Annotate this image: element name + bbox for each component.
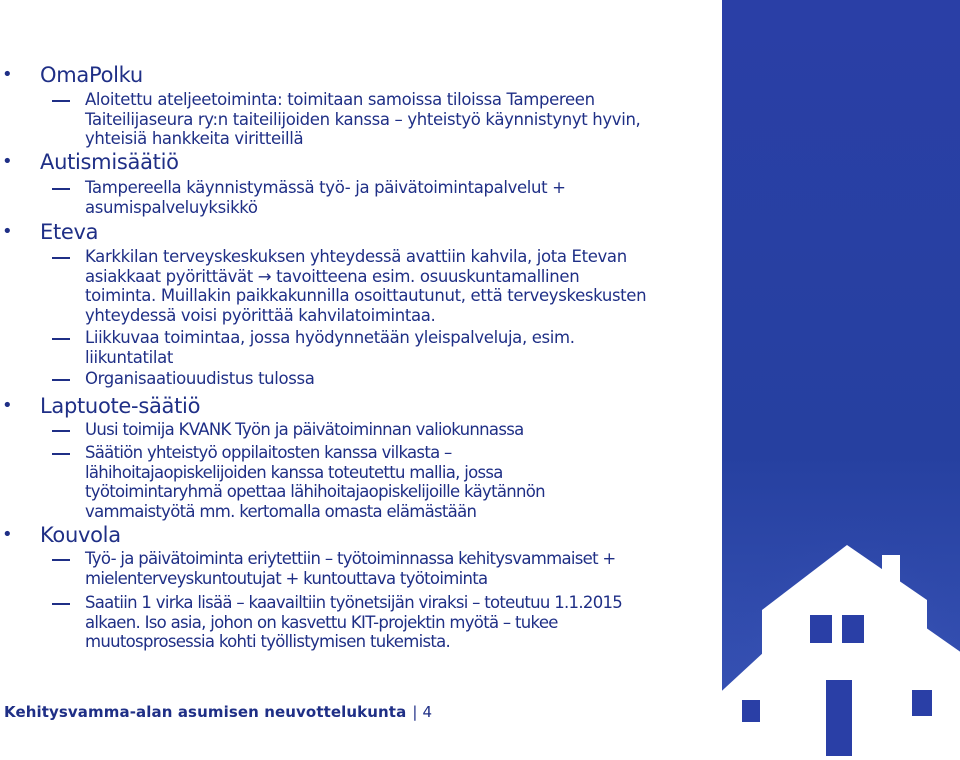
sub-line: Säätiön yhteistyö oppilaitosten kanssa vilkasta – [85, 443, 452, 462]
sub-bullet [85, 328, 575, 367]
sub-bullet [85, 90, 640, 149]
chimney [882, 555, 900, 593]
dash-marker [52, 188, 70, 190]
sub-line: vammaistyötä mm. kertomalla omasta elämästään [85, 501, 477, 521]
sub-line: mielenterveyskuntoutujat + kuntouttava työtoiminta [85, 568, 488, 588]
heading-text: Autismisäätiö [40, 150, 179, 174]
window [912, 690, 932, 716]
sub-line: Liikkuvaa toimintaa, jossa hyödynnetään yleispalveluja, esim. [85, 328, 575, 347]
sub-line: lähihoitajaopiskelijoiden kanssa toteutettu mallia, jossa [85, 462, 503, 482]
sub-line: alkaen. Iso asia, johon on kasvettu KIT-projektin myötä – tukee [85, 612, 558, 632]
dash-marker [52, 100, 70, 102]
sub-line: yhteisiä hankkeita viritteillä [85, 129, 304, 148]
dash-marker [52, 603, 70, 605]
bullet-dot: • [2, 395, 13, 416]
dash-marker [52, 257, 70, 259]
window [742, 700, 760, 722]
sub-line: Karkkilan terveyskeskuksen yhteydessä avattiin kahvila, jota Etevan [85, 247, 627, 266]
bullet-heading-autismisaatio [2, 150, 179, 174]
bullet-dot: • [2, 64, 13, 85]
window [810, 615, 832, 643]
sub-bullet [85, 549, 616, 588]
sub-bullet [85, 420, 524, 440]
dash-marker [52, 453, 70, 455]
bullet-dot: • [2, 221, 13, 242]
sub-bullet [85, 369, 315, 389]
window [842, 615, 864, 643]
bullet-dot: • [2, 151, 13, 172]
dash-marker [52, 379, 70, 381]
sub-bullet [85, 178, 566, 217]
sub-line: Uusi toimija KVANK Työn ja päivätoiminnan valiokunnassa [85, 420, 524, 439]
dash-marker [52, 559, 70, 561]
bullet-heading-omapolku [2, 63, 143, 87]
bullet-dot: • [2, 524, 13, 545]
sub-line: Organisaatiouudistus tulossa [85, 369, 315, 388]
sub-line: asumispalveluyksikkö [85, 197, 258, 217]
bullet-heading-kouvola [2, 523, 121, 547]
sub-line: yhteydessä voisi pyörittää kahvilatoimintaa. [85, 305, 436, 325]
heading-text: OmaPolku [40, 63, 143, 87]
sub-line: Tampereella käynnistymässä työ- ja päivätoimintapalvelut + [85, 178, 566, 197]
dash-marker [52, 430, 70, 432]
sub-line: Saatiin 1 virka lisää – kaavailtiin työnetsijän viraksi – toteutuu 1.1.2015 [85, 593, 623, 612]
sub-line: työtoimintaryhmä opettaa lähihoitajaopiskelijoille käytännön [85, 482, 545, 501]
sub-line: Aloitettu ateljeetoiminta: toimitaan samoissa tiloissa Tampereen [85, 90, 595, 109]
houses-illustration [722, 0, 960, 756]
footer-separator: | [412, 703, 418, 721]
sub-line: liikuntatilat [85, 347, 173, 367]
decorative-panel [722, 0, 960, 756]
dash-marker [52, 338, 70, 340]
sub-line: asiakkaat pyörittävät → tavoitteena esim. osuuskuntamallinen [85, 266, 580, 286]
sub-line: Työ- ja päivätoiminta eriytettiin – työtoiminnassa kehitysvammaiset + [85, 549, 616, 568]
sub-bullet [85, 247, 646, 325]
bullet-heading-eteva [2, 220, 99, 244]
sub-line: Taiteilijaseura ry:n taiteilijoiden kanssa – yhteistyö käynnistynyt hyvin, [85, 109, 641, 129]
heading-text: Kouvola [40, 523, 121, 547]
sub-bullet [85, 443, 545, 521]
sub-bullet [85, 593, 622, 652]
sub-line: toiminta. Muillakin paikkakunnilla osoittautunut, että terveyskeskusten [85, 286, 647, 305]
sub-line: muutosprosessia kohti työllistymisen tukemista. [85, 632, 451, 651]
bullet-heading-laptuote [2, 394, 201, 418]
page-number: 4 [422, 703, 433, 721]
door [826, 680, 852, 756]
heading-text: Laptuote-säätiö [40, 394, 201, 418]
footer-org: Kehitysvamma-alan asumisen neuvottelukunta [4, 703, 407, 721]
heading-text: Eteva [40, 220, 99, 244]
slide-footer [4, 703, 432, 721]
